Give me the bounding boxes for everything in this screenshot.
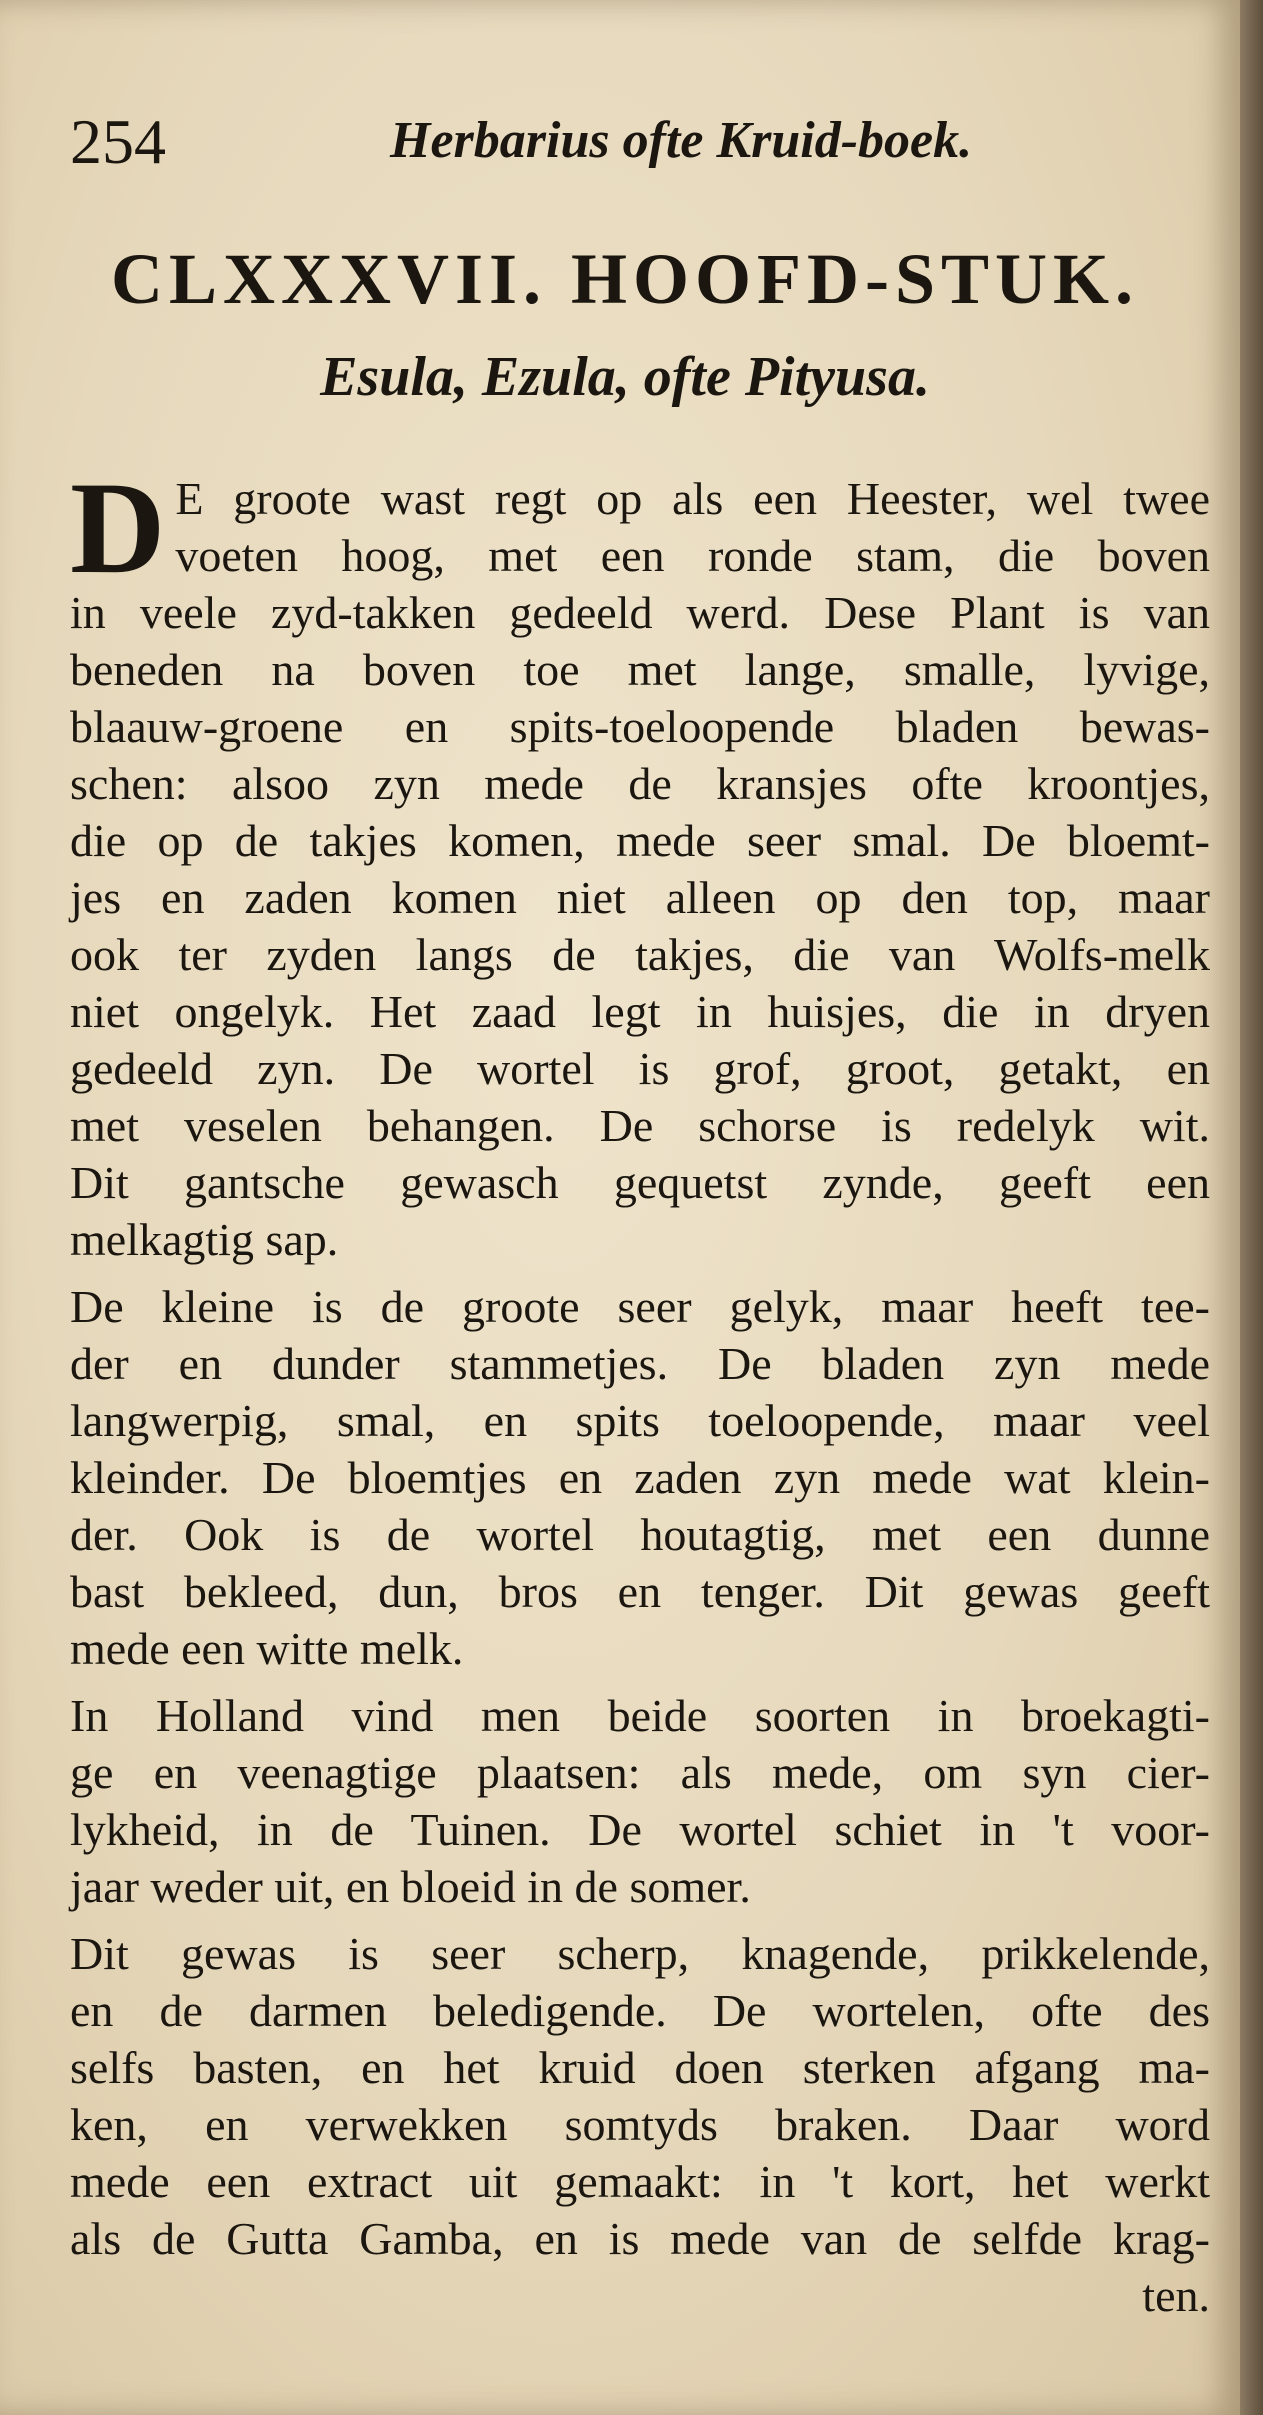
text-line: In Holland vind men beide soorten in broekagti-: [70, 1690, 1210, 1741]
text-line: ken, en verwekken somtyds braken. Daar word: [70, 2099, 1210, 2150]
chapter-subtitle: Esula, Ezula, ofte Pityusa.: [320, 346, 930, 408]
text-line: ook ter zyden langs de takjes, die van Wolfs-melk: [70, 929, 1210, 980]
text-line: voeten hoog, met een ronde stam, die boven: [175, 530, 1210, 581]
text-line: in veele zyd-takken gedeeld werd. Dese Plant is van: [70, 587, 1210, 638]
text-line: als de Gutta Gamba, en is mede van de selfde krag-: [70, 2213, 1210, 2264]
text-line: lykheid, in de Tuinen. De wortel schiet in 't voor-: [70, 1804, 1210, 1855]
text-line: jes en zaden komen niet alleen op den top, maar: [70, 872, 1210, 923]
drop-cap: D: [70, 454, 166, 601]
text-line: beneden na boven toe met lange, smalle, lyvige,: [70, 644, 1210, 695]
text-line: ge en veenagtige plaatsen: als mede, om syn cier-: [70, 1747, 1210, 1798]
text-line: schen: alsoo zyn mede de kransjes ofte kroontjes,: [70, 758, 1210, 809]
text-line: selfs basten, en het kruid doen sterken afgang ma-: [70, 2042, 1210, 2093]
running-head: [70, 105, 1200, 185]
text-line: mede een witte melk.: [70, 1623, 464, 1674]
paragraph-2: [70, 1278, 1210, 1677]
text-line: niet ongelyk. Het zaad legt in huisjes, die in dryen: [70, 986, 1210, 1037]
paragraph-4: [70, 1925, 1210, 2267]
running-title: Herbarius ofte Kruid-boek.: [390, 112, 973, 169]
text-line: Dit gewas is seer scherp, knagende, prikkelende,: [70, 1928, 1210, 1979]
paragraph-1: [70, 454, 1210, 1268]
page-edge: [1240, 0, 1263, 2415]
text-line: en de darmen beledigende. De wortelen, ofte des: [70, 1985, 1210, 2036]
catchword: ten.: [1142, 2270, 1210, 2321]
body-text: [70, 454, 1210, 2324]
text-line: kleinder. De bloemtjes en zaden zyn mede wat klein-: [70, 1452, 1210, 1503]
text-line: mede een extract uit gemaakt: in 't kort, het werkt: [70, 2156, 1210, 2207]
text-line: E groote wast regt op als een Heester, wel twee: [175, 473, 1210, 524]
page-number: 254: [70, 106, 166, 177]
text-line: Dit gantsche gewasch gequetst zynde, geeft een: [70, 1157, 1210, 1208]
text-line: blaauw-groene en spits-toeloopende bladen bewas-: [70, 701, 1210, 752]
chapter-heading: CLXXXVII. HOOFD-STUK.: [110, 239, 1140, 319]
text-line: melkagtig sap.: [70, 1214, 339, 1265]
paragraph-3: [70, 1687, 1210, 1915]
text-line: der en dunder stammetjes. De bladen zyn mede: [70, 1338, 1210, 1389]
text-line: die op de takjes komen, mede seer smal. De bloemt-: [70, 815, 1210, 866]
text-line: der. Ook is de wortel houtagtig, met een dunne: [70, 1509, 1210, 1560]
text-line: gedeeld zyn. De wortel is grof, groot, getakt, en: [70, 1043, 1210, 1094]
text-line: jaar weder uit, en bloeid in de somer.: [70, 1861, 751, 1912]
text-line: bast bekleed, dun, bros en tenger. Dit gewas geeft: [70, 1566, 1210, 1617]
text-line: De kleine is de groote seer gelyk, maar heeft tee-: [70, 1281, 1210, 1332]
text-line: met veselen behangen. De schorse is redelyk wit.: [70, 1100, 1210, 1151]
text-line: langwerpig, smal, en spits toeloopende, maar veel: [70, 1395, 1210, 1446]
